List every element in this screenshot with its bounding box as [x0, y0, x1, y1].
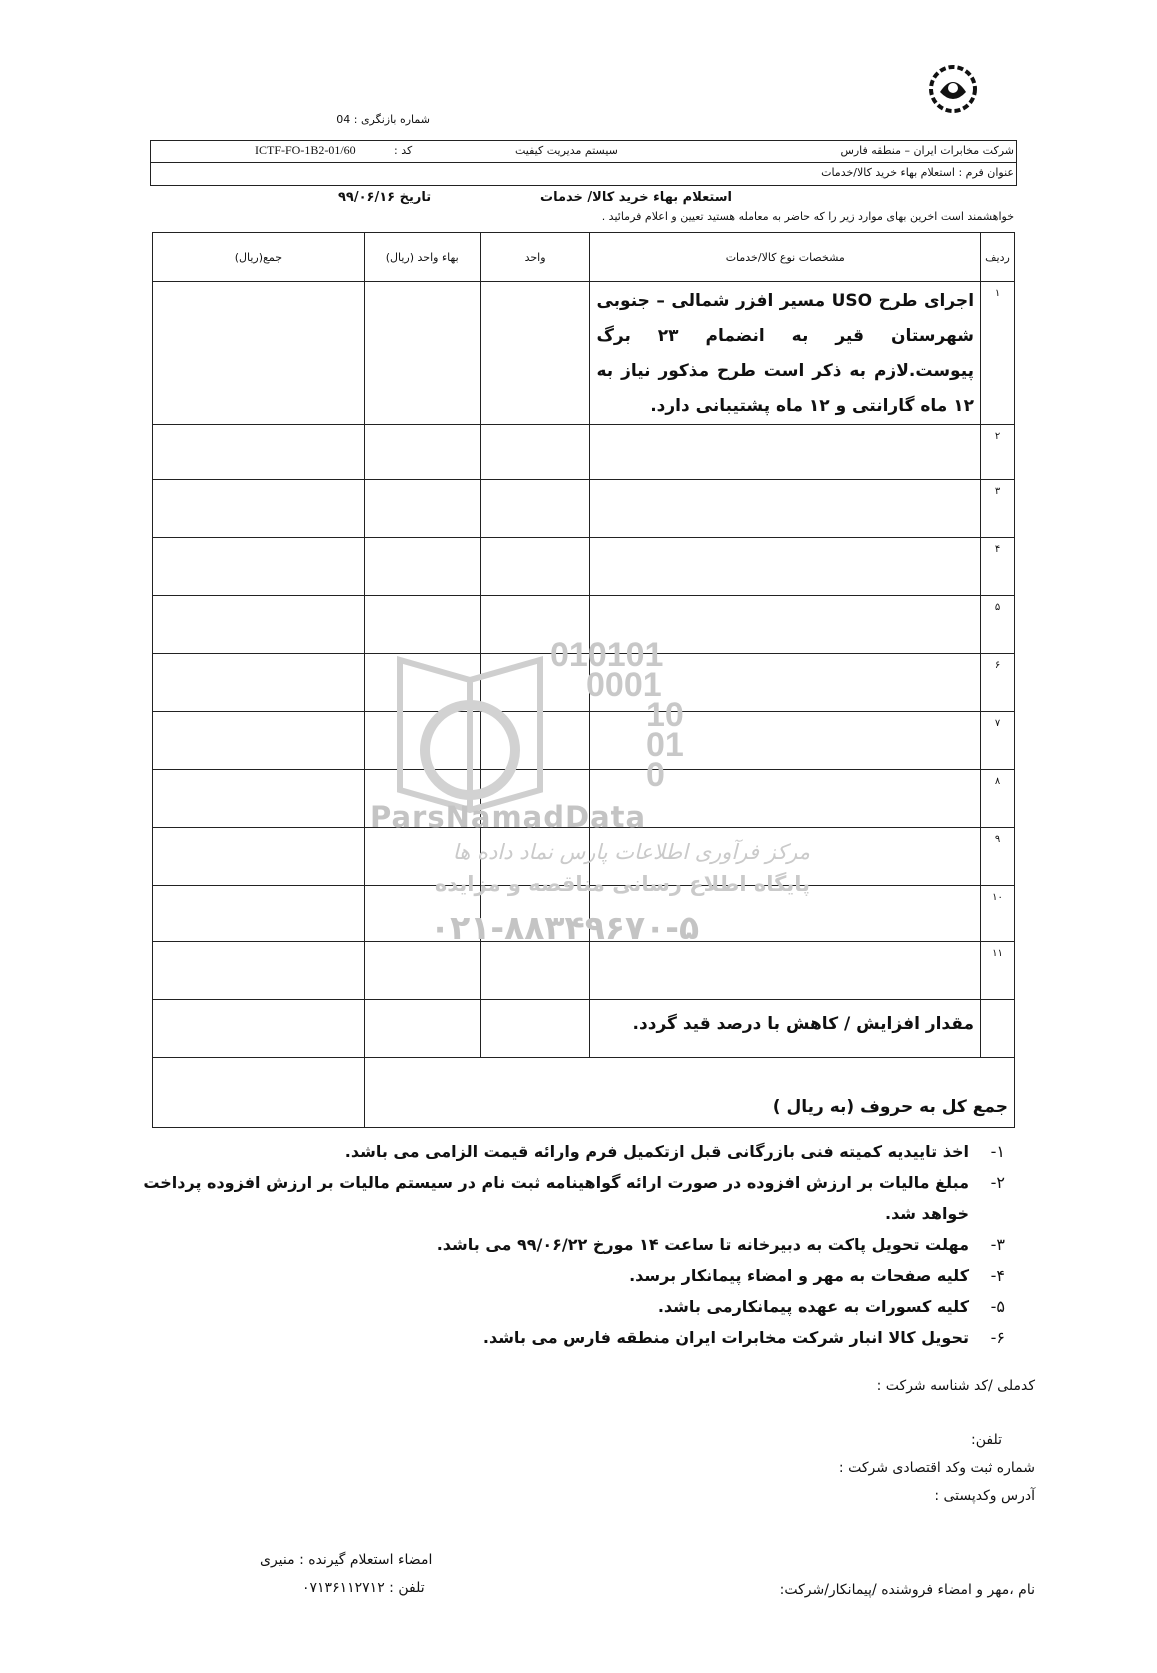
- row-description[interactable]: [590, 654, 981, 712]
- row-unit-price-cell[interactable]: [364, 942, 480, 1000]
- watermark-binary: 010101: [550, 636, 664, 674]
- row-unit-price-cell[interactable]: [364, 770, 480, 828]
- table-row: [153, 770, 1015, 828]
- revision-number: شماره بازنگری : 04: [336, 113, 430, 126]
- receiver-signature: امضاء استعلام گیرنده : منیری: [260, 1552, 433, 1568]
- table-header-row: [153, 233, 1015, 282]
- row-unit-price-cell[interactable]: [364, 596, 480, 654]
- list-item: [125, 1260, 1005, 1291]
- national-id-field[interactable]: کدملی /کد شناسه شرکت :: [876, 1378, 1035, 1394]
- quality-system: سیستم مدیریت کیفیت: [515, 144, 618, 157]
- table-row: [153, 596, 1015, 654]
- note-text: مبلغ مالیات بر ارزش افزوده در صورت ارائه گواهینامه ثبت نام در سیستم مالیات بر ارزش افزوده پرداخت خواهد شد.: [143, 1173, 969, 1223]
- notes-list: [125, 1136, 1005, 1353]
- row-description[interactable]: [590, 712, 981, 770]
- header-total: جمع(ریال): [153, 233, 365, 282]
- row-total-cell[interactable]: [153, 480, 365, 538]
- row-unit-cell[interactable]: [480, 828, 590, 886]
- watermark-binary: 0001: [586, 666, 662, 704]
- row-unit-price-cell[interactable]: [364, 480, 480, 538]
- watermark-phone: ۰۲۱-۸۸۳۴۹۶۷۰-۵: [430, 908, 700, 947]
- watermark-brand: ParsNamadData: [370, 800, 647, 834]
- row-unit-price-cell[interactable]: [364, 828, 480, 886]
- row-unit-price-cell[interactable]: [364, 886, 480, 942]
- watermark-binary: 01: [646, 726, 684, 764]
- form-code: ICTF-FO-1B2-01/60: [255, 143, 356, 157]
- row-description[interactable]: [590, 886, 981, 942]
- header-row-num: ردیف: [981, 233, 1015, 282]
- increase-note: مقدار افزایش / کاهش با درصد قید گردد.: [590, 1000, 981, 1058]
- address-field[interactable]: آدرس وکدپستی :: [934, 1488, 1035, 1504]
- table-row: [153, 942, 1015, 1000]
- row-total-cell[interactable]: [153, 596, 365, 654]
- watermark-binary: 0: [646, 756, 665, 794]
- receiver-phone: تلفن : ۰۷۱۳۶۱۱۲۷۱۲: [302, 1580, 425, 1596]
- form-title-label: عنوان فرم : استعلام بهاء خرید کالا/خدمات: [821, 166, 1014, 179]
- list-item: [125, 1291, 1005, 1322]
- row-unit-cell[interactable]: [480, 282, 590, 425]
- code-label: کد :: [394, 144, 413, 157]
- table-row: [153, 282, 1015, 425]
- row-total-cell[interactable]: [153, 712, 365, 770]
- watermark-line1: مرکز فرآوری اطلاعات پارس نماد داده ها: [452, 840, 810, 864]
- row-description[interactable]: [590, 596, 981, 654]
- items-table: [152, 232, 1015, 1128]
- row-description[interactable]: [590, 425, 981, 480]
- row-unit-cell[interactable]: [480, 770, 590, 828]
- note-number: ۵-: [990, 1297, 1005, 1316]
- table-row: [153, 480, 1015, 538]
- row-number: ۴: [981, 538, 1015, 596]
- note-number: ۴-: [990, 1266, 1005, 1285]
- row-number: ۷: [981, 712, 1015, 770]
- note-number: ۱-: [990, 1142, 1005, 1161]
- note-text: کلیه کسورات به عهده پیمانکارمی باشد.: [657, 1297, 969, 1316]
- intro-text: خواهشمند است اخرین بهای موارد زیر را که حاضر به معامله هستید تعیین و اعلام فرمائید .: [601, 210, 1014, 223]
- row-total-cell[interactable]: [153, 942, 365, 1000]
- watermark-line2: پایگاه اطلاع رسانی مناقصه و مزایده: [434, 872, 810, 896]
- total-in-words-cell[interactable]: [153, 1058, 365, 1128]
- table-row: [153, 425, 1015, 480]
- row-unit-cell[interactable]: [480, 425, 590, 480]
- row-description[interactable]: [590, 538, 981, 596]
- row-unit-cell[interactable]: [480, 596, 590, 654]
- row-number: ۵: [981, 596, 1015, 654]
- table-row: [153, 886, 1015, 942]
- list-item: [125, 1167, 1005, 1229]
- row-description[interactable]: [590, 480, 981, 538]
- registration-field[interactable]: شماره ثبت وکد اقتصادی شرکت :: [838, 1460, 1035, 1476]
- row-total-cell[interactable]: [153, 654, 365, 712]
- seller-signature[interactable]: نام ،مهر و امضاء فروشنده /پیمانکار/شرکت:: [779, 1582, 1035, 1598]
- watermark-binary: 10: [646, 696, 684, 734]
- row-description[interactable]: [590, 942, 981, 1000]
- note-number: ۳-: [990, 1235, 1005, 1254]
- list-item: [125, 1136, 1005, 1167]
- row-number: ۲: [981, 425, 1015, 480]
- row-unit-price-cell[interactable]: [364, 538, 480, 596]
- row-unit-cell[interactable]: [480, 654, 590, 712]
- note-number: ۲-: [990, 1173, 1005, 1192]
- phone-field[interactable]: تلفن:: [971, 1432, 1002, 1448]
- row-unit-price-cell[interactable]: [364, 282, 480, 425]
- row-unit-price-cell[interactable]: [364, 712, 480, 770]
- row-unit-price-cell[interactable]: [364, 1000, 480, 1058]
- row-number: ۶: [981, 654, 1015, 712]
- total-in-words-label: جمع کل به حروف (به ریال ): [364, 1058, 1014, 1128]
- header-unit: واحد: [480, 233, 590, 282]
- row-number: ۳: [981, 480, 1015, 538]
- note-text: اخذ تاییدیه کمیته فنی بازرگانی قبل ازتکمیل فرم وارائه قیمت الزامی می باشد.: [344, 1142, 969, 1161]
- row-total-cell[interactable]: [153, 282, 365, 425]
- row-total-cell[interactable]: [153, 1000, 365, 1058]
- header-description: مشخصات نوع کالا/خدمات: [590, 233, 981, 282]
- row-number: ۹: [981, 828, 1015, 886]
- note-number: ۶-: [990, 1328, 1005, 1347]
- row-total-cell[interactable]: [153, 770, 365, 828]
- row-unit-cell[interactable]: [480, 480, 590, 538]
- table-row: [153, 712, 1015, 770]
- date-label: تاریخ ۹۹/۰۶/۱۶: [338, 190, 432, 205]
- row-unit-price-cell[interactable]: [364, 654, 480, 712]
- list-item: [125, 1322, 1005, 1353]
- row-unit-cell[interactable]: [480, 942, 590, 1000]
- row-number: ۸: [981, 770, 1015, 828]
- row-unit-cell[interactable]: [480, 1000, 590, 1058]
- note-text: کلیه صفحات به مهر و امضاء پیمانکار برسد.: [629, 1266, 969, 1285]
- row-number: ۱: [981, 282, 1015, 425]
- company-logo-icon: [926, 62, 980, 116]
- row-description[interactable]: [590, 770, 981, 828]
- row-total-cell[interactable]: [153, 886, 365, 942]
- row-unit-cell[interactable]: [480, 712, 590, 770]
- row-description: اجرای طرح USO مسیر افزر شمالی – جنوبی شهرستان قیر به انضمام ۲۳ برگ پیوست.لازم به ذکر است طرح مذکور نیاز به ۱۲ ماه گارانتی و ۱۲ ماه پشتیبانی دارد.: [590, 282, 981, 425]
- row-total-cell[interactable]: [153, 538, 365, 596]
- note-text: مهلت تحویل پاکت به دبیرخانه تا ساعت ۱۴ مورخ ۹۹/۰۶/۲۲ می باشد.: [436, 1235, 969, 1254]
- row-total-cell[interactable]: [153, 425, 365, 480]
- page-title: استعلام بهاء خرید کالا/ خدمات: [540, 190, 732, 205]
- row-unit-cell[interactable]: [480, 538, 590, 596]
- table-row: [153, 538, 1015, 596]
- row-description[interactable]: [590, 828, 981, 886]
- row-number: ۱۱: [981, 942, 1015, 1000]
- row-number: [981, 1000, 1015, 1058]
- list-item: [125, 1229, 1005, 1260]
- row-number: ۱۰: [981, 886, 1015, 942]
- header-unit-price: بهاء واحد (ریال): [364, 233, 480, 282]
- table-row: [153, 654, 1015, 712]
- note-text: تحویل کالا انبار شرکت مخابرات ایران منطقه فارس می باشد.: [482, 1328, 969, 1347]
- row-unit-cell[interactable]: [480, 886, 590, 942]
- total-row: [153, 1058, 1015, 1128]
- increase-row: [153, 1000, 1015, 1058]
- row-unit-price-cell[interactable]: [364, 425, 480, 480]
- company-name: شرکت مخابرات ایران – منطقه فارس: [840, 144, 1014, 157]
- table-row: [153, 828, 1015, 886]
- row-total-cell[interactable]: [153, 828, 365, 886]
